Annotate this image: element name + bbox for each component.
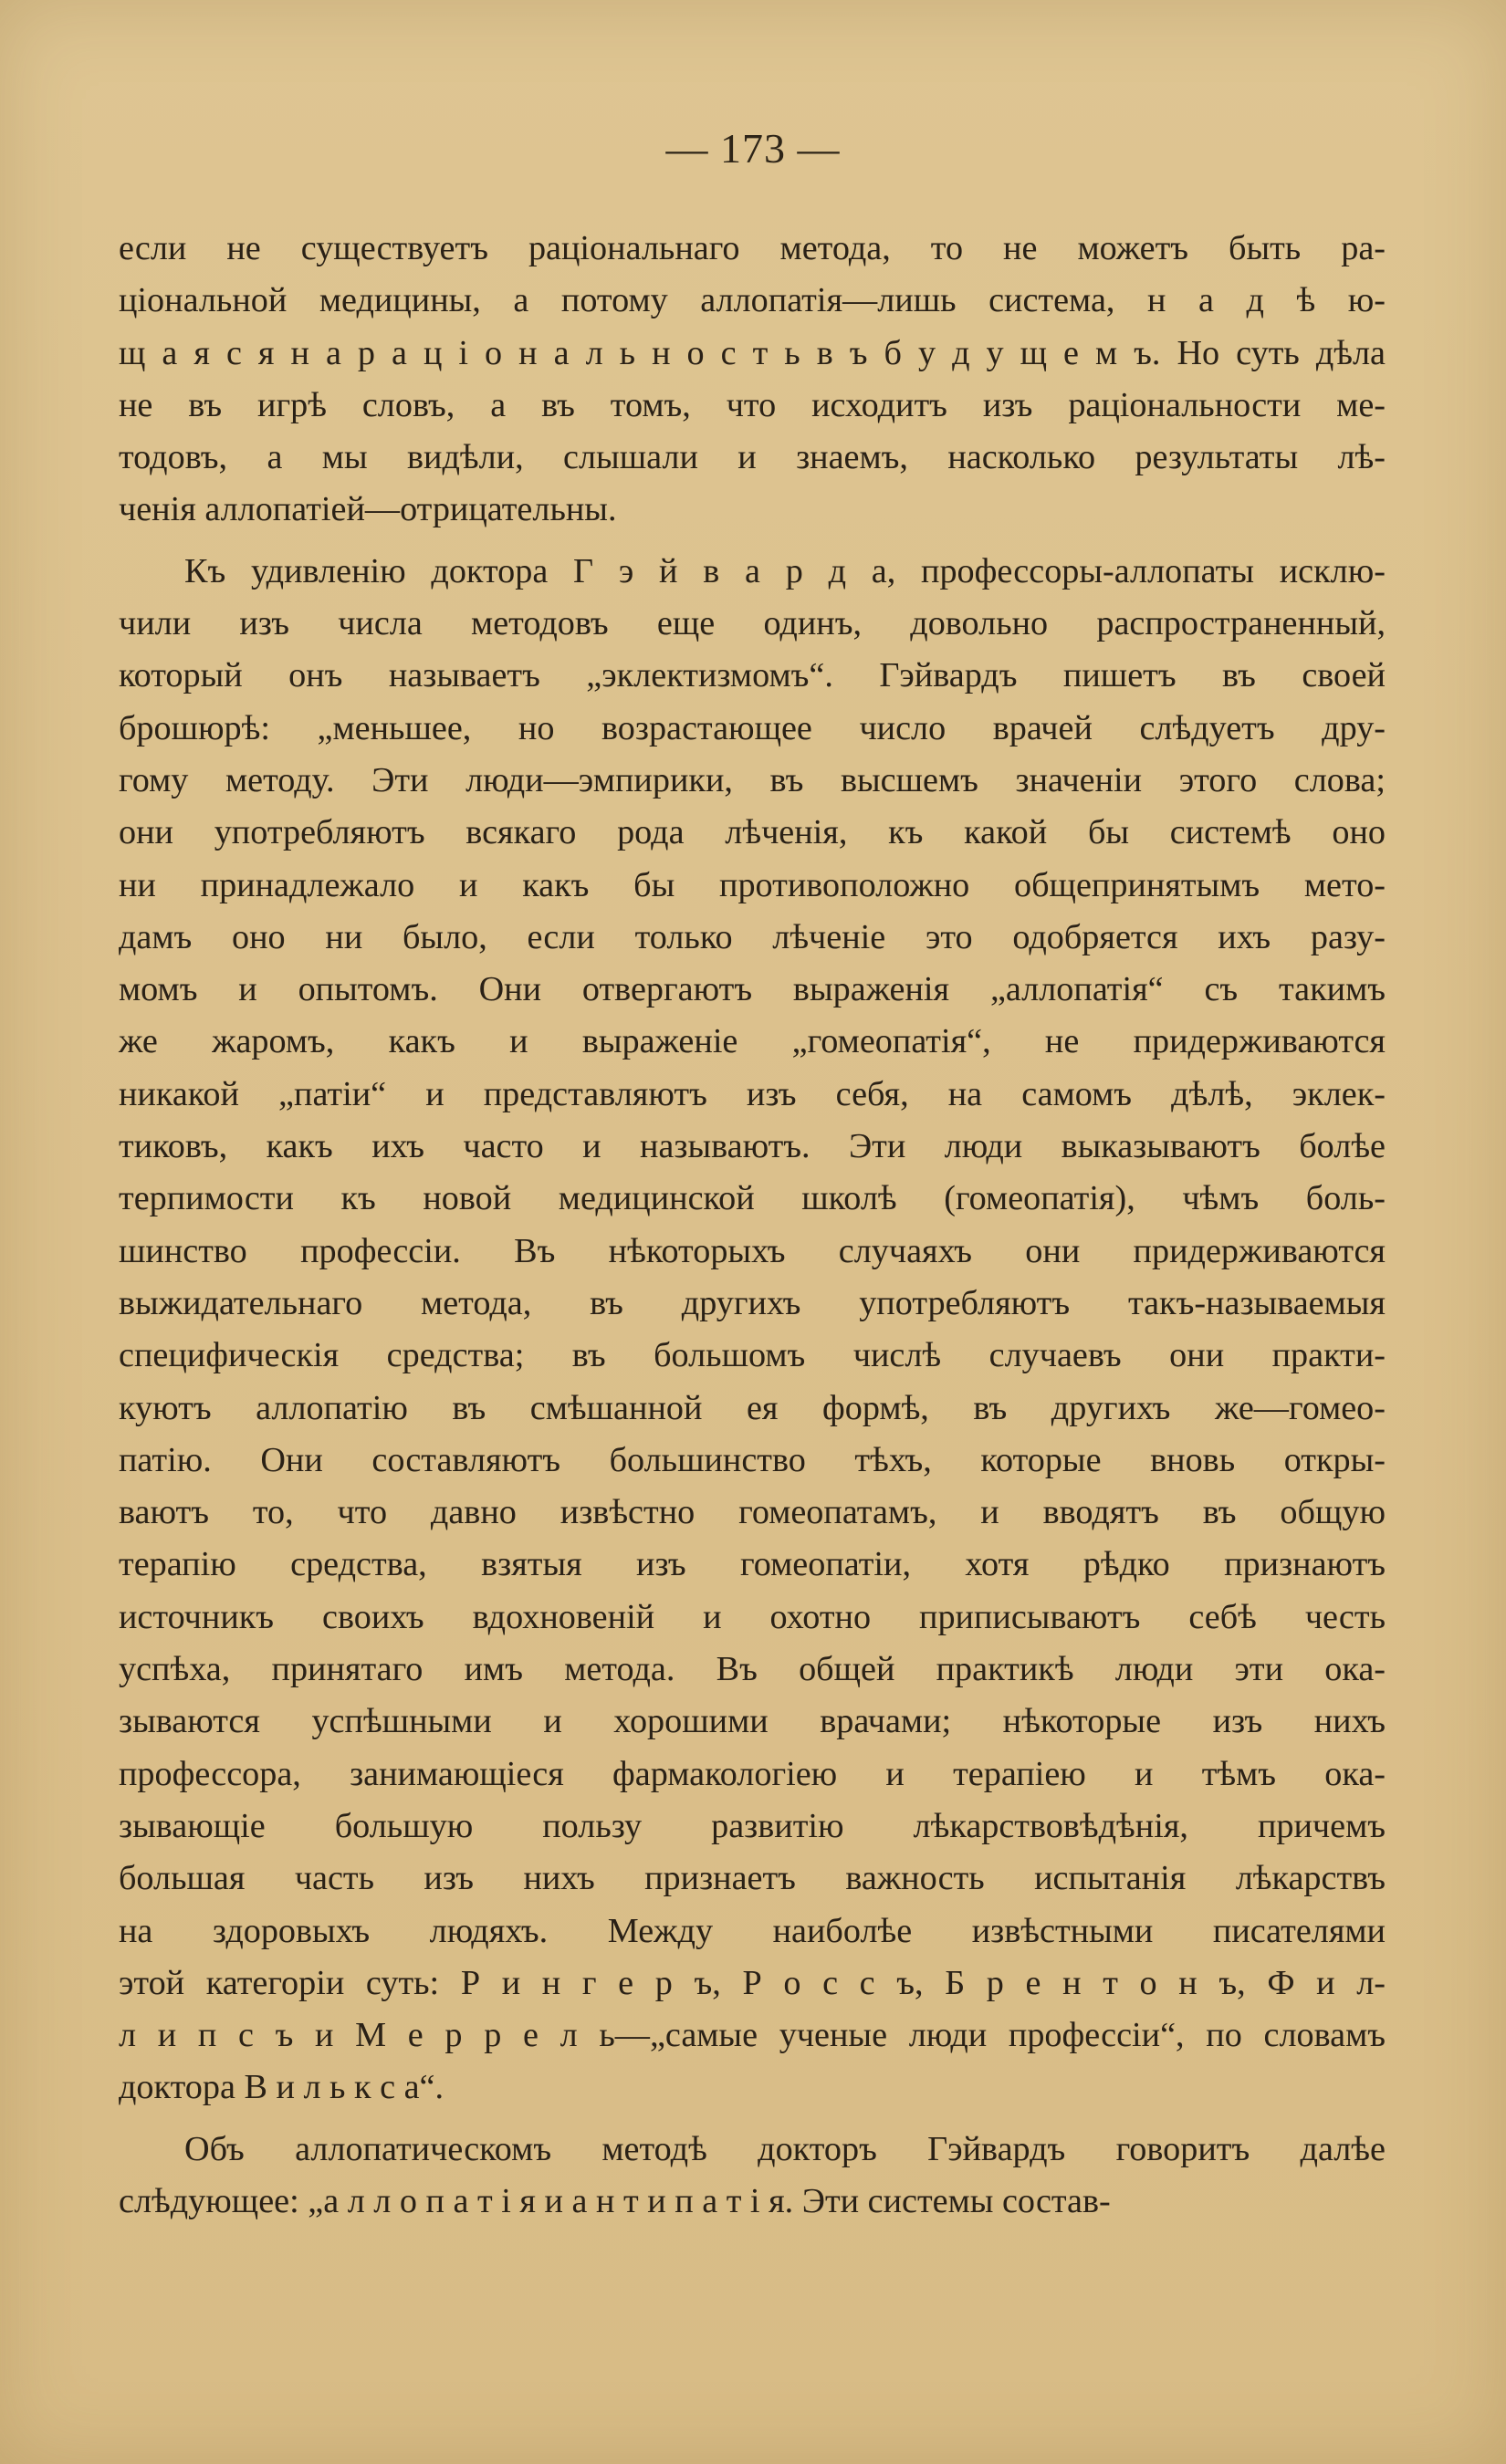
text-line: ченія аллопатіей—отрицательны.	[119, 490, 617, 529]
text-line: профессора, занимающіеся фармакологіею и терапіею и тѣмъ ока-	[119, 1754, 1386, 1793]
text-line: успѣха, принятаго имъ метода. Въ общей практикѣ люди эти ока-	[119, 1650, 1386, 1689]
page-number: — 173 —	[665, 125, 841, 172]
text-line: чили изъ числа методовъ еще одинъ, довольно распространенный,	[119, 604, 1386, 643]
text-line: момъ и опытомъ. Они отвергаютъ выраженія „аллопатія“ съ такимъ	[119, 970, 1386, 1009]
text-line: этой категоріи суть: Р и н г е р ъ, Р о с с ъ, Б р е н т о н ъ, Ф и л-	[119, 1963, 1386, 2002]
text-line: большая часть изъ нихъ признаетъ важность испытанія лѣкарствъ	[119, 1859, 1386, 1898]
text-line: патію. Они составляютъ большинство тѣхъ, которые вновь откры-	[119, 1440, 1386, 1479]
text-line: зывающіе большую пользу развитію лѣкарствовѣдѣнія, причемъ	[119, 1806, 1386, 1845]
text-line: никакой „патіи“ и представляютъ изъ себя, на самомъ дѣлѣ, эклек-	[119, 1074, 1386, 1113]
text-line: шинство профессіи. Въ нѣкоторыхъ случаяхъ они придерживаются	[119, 1231, 1386, 1270]
text-line: гому методу. Эти люди—эмпирики, въ высшемъ значеніи этого слова;	[119, 760, 1386, 799]
text-line: зываются успѣшными и хорошими врачами; нѣкоторые изъ нихъ	[119, 1702, 1386, 1741]
text-line: терпимости къ новой медицинской школѣ (гомеопатія), чѣмъ боль-	[119, 1179, 1386, 1218]
text-line: слѣдующее: „а л л о п а т і я и а н т и п а т і я. Эти системы состав-	[119, 2181, 1111, 2220]
text-line: если не существуетъ раціональнаго метода, то не можетъ быть ра-	[119, 229, 1386, 267]
paragraph	[119, 223, 1386, 537]
text-line: ціональной медицины, а потому аллопатія—лишь система, н а д ѣ ю-	[119, 281, 1386, 320]
paragraph	[119, 546, 1386, 2114]
text-line: ни принадлежало и какъ бы противоположно общепринятымъ мето-	[119, 865, 1386, 904]
text-line: на здоровыхъ людяхъ. Между наиболѣе извѣстными писателями	[119, 1911, 1386, 1950]
text-line: л и п с ъ и М е р р е л ь—„самые ученые люди профессіи“, по словамъ	[119, 2016, 1386, 2055]
text-line: доктора В и л ь к с а“.	[119, 2068, 444, 2107]
text-line: дамъ оно ни было, если только лѣченіе это одобряется ихъ разу-	[119, 917, 1386, 956]
text-line: тиковъ, какъ ихъ часто и называютъ. Эти люди выказываютъ болѣе	[119, 1127, 1386, 1166]
text-line: терапію средства, взятыя изъ гомеопатіи, хотя рѣдко признаютъ	[119, 1545, 1386, 1584]
text-line: выжидательнаго метода, въ другихъ употребляютъ такъ-называемыя	[119, 1283, 1386, 1322]
paragraph	[119, 2124, 1386, 2229]
text-line: брошюрѣ: „меньшее, но возрастающее число врачей слѣдуетъ дру-	[119, 708, 1386, 747]
text-line: источникъ своихъ вдохновеній и охотно приписываютъ себѣ честь	[119, 1597, 1386, 1636]
body-text	[119, 223, 1386, 2237]
text-line: Объ аллопатическомъ методѣ докторъ Гэйвардъ говоритъ далѣе	[184, 2129, 1386, 2168]
text-line: же жаромъ, какъ и выраженіе „гомеопатія“, не придерживаются	[119, 1022, 1386, 1061]
text-line: Къ удивленію доктора Г э й в а р д а, профессоры-аллопаты исклю-	[184, 551, 1386, 590]
text-line: который онъ называетъ „эклектизмомъ“. Гэйвардъ пишетъ въ своей	[119, 656, 1386, 695]
text-line: специфическія средства; въ большомъ числѣ случаевъ они практи-	[119, 1336, 1386, 1375]
text-line: ваютъ то, что давно извѣстно гомеопатамъ, и вводятъ въ общую	[119, 1493, 1386, 1532]
text-line: куютъ аллопатію въ смѣшанной ея формѣ, въ другихъ же—гомео-	[119, 1388, 1386, 1427]
text-line: тодовъ, а мы видѣли, слышали и знаемъ, насколько результаты лѣ-	[119, 438, 1386, 477]
text-line: они употребляютъ всякаго рода лѣченія, къ какой бы системѣ оно	[119, 813, 1386, 852]
text-line: не въ игрѣ словъ, а въ томъ, что исходитъ изъ раціональности ме-	[119, 385, 1386, 424]
text-line: щ а я с я н а р а ц і о н а л ь н о с т ь в ъ б у д у щ е м ъ. Но суть дѣла	[119, 333, 1386, 372]
